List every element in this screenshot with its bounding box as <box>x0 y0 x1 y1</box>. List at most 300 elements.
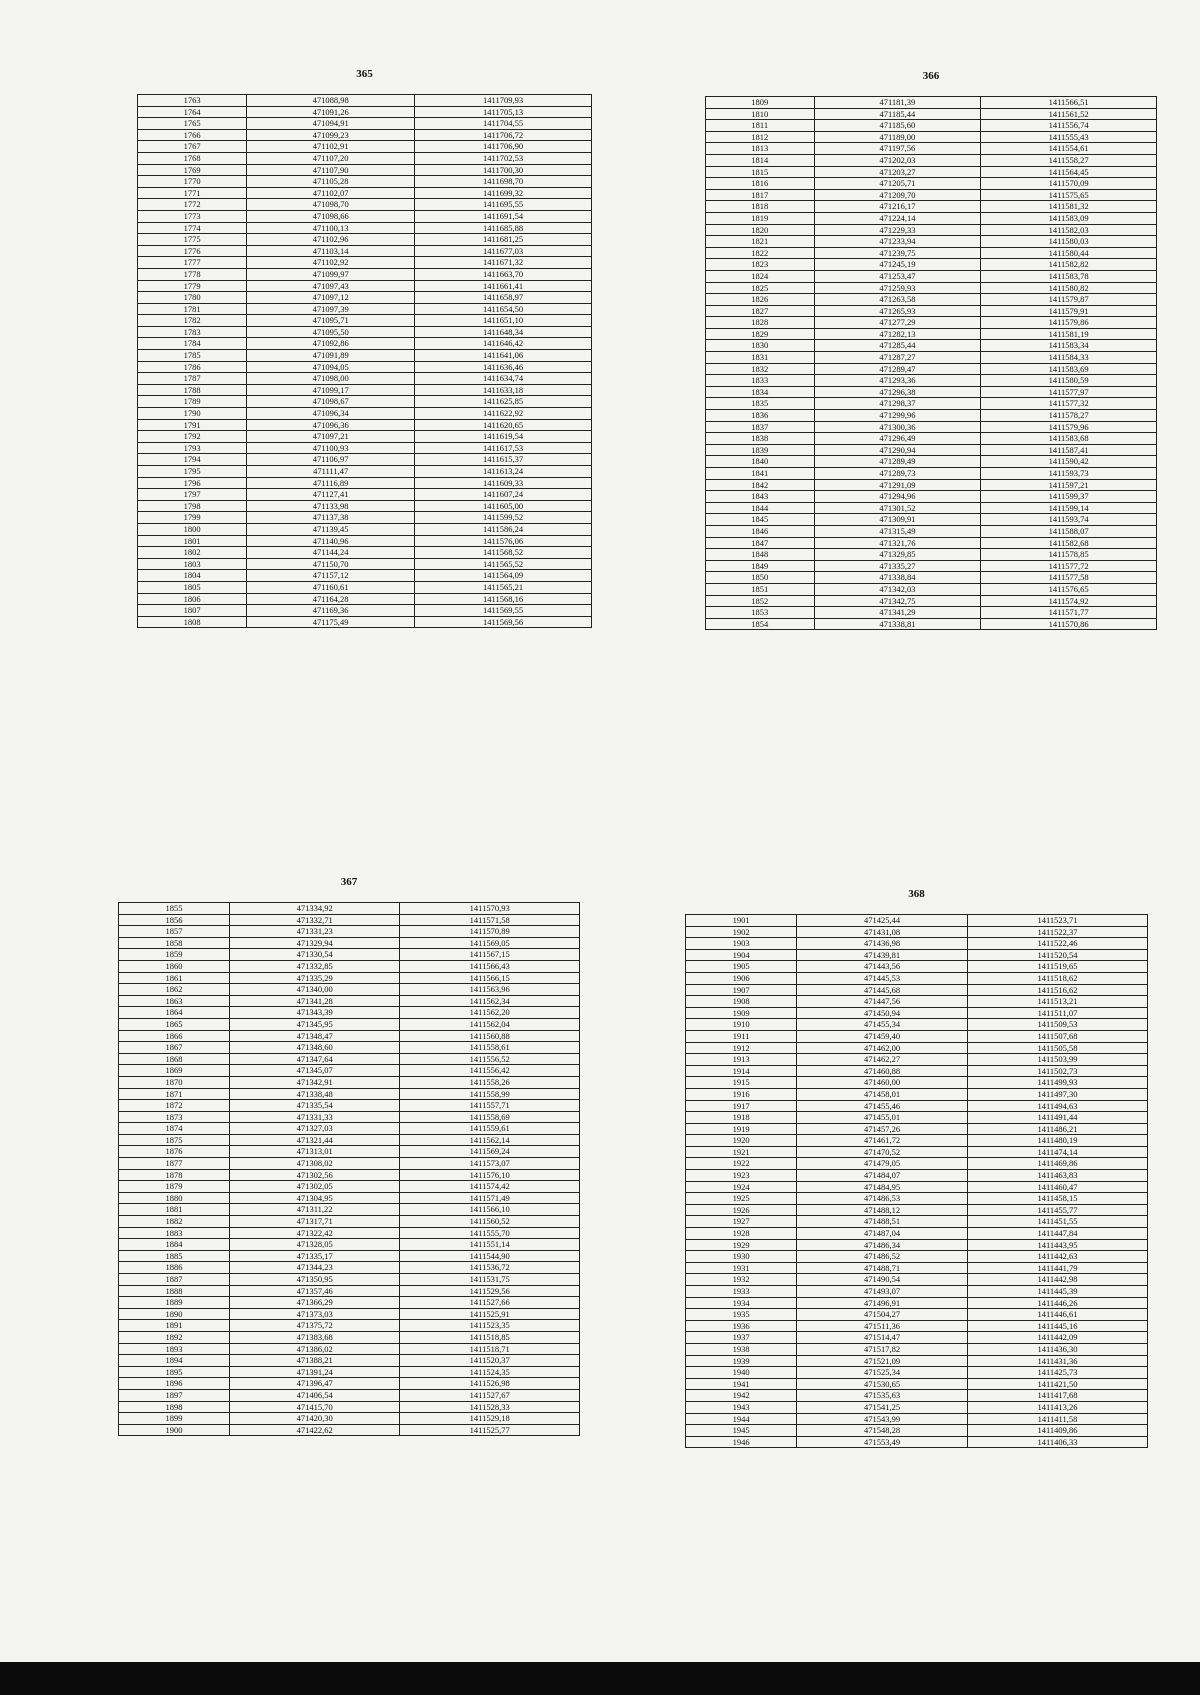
page-number: 368 <box>908 888 925 900</box>
x-coordinate-cell: 471298,37 <box>814 398 981 410</box>
point-number-cell: 1911 <box>686 1030 797 1042</box>
x-coordinate-cell: 471277,29 <box>814 317 981 329</box>
table-row <box>119 1158 580 1170</box>
table-row <box>119 1042 580 1054</box>
x-coordinate-cell: 471096,34 <box>247 408 415 420</box>
point-number-cell: 1858 <box>119 937 230 949</box>
y-coordinate-cell: 1411511,07 <box>967 1007 1147 1019</box>
y-coordinate-cell: 1411502,73 <box>967 1065 1147 1077</box>
y-coordinate-cell: 1411569,24 <box>400 1146 580 1158</box>
table-row <box>119 1250 580 1262</box>
y-coordinate-cell: 1411583,34 <box>981 340 1157 352</box>
point-number-cell: 1893 <box>119 1343 230 1355</box>
y-coordinate-cell: 1411593,73 <box>981 468 1157 480</box>
y-coordinate-cell: 1411609,33 <box>415 477 592 489</box>
point-number-cell: 1816 <box>706 178 815 190</box>
table-row <box>119 1378 580 1390</box>
table-row <box>706 97 1157 109</box>
x-coordinate-cell: 471304,95 <box>229 1192 399 1204</box>
y-coordinate-cell: 1411520,37 <box>400 1355 580 1367</box>
table-row <box>706 328 1157 340</box>
point-number-cell: 1779 <box>138 280 247 292</box>
x-coordinate-cell: 471396,47 <box>229 1378 399 1390</box>
y-coordinate-cell: 1411583,09 <box>981 212 1157 224</box>
x-coordinate-cell: 471102,91 <box>247 141 415 153</box>
point-number-cell: 1900 <box>119 1424 230 1436</box>
y-coordinate-cell: 1411577,58 <box>981 572 1157 584</box>
y-coordinate-cell: 1411573,07 <box>400 1158 580 1170</box>
point-number-cell: 1841 <box>706 468 815 480</box>
table-row <box>706 502 1157 514</box>
table-row <box>706 421 1157 433</box>
y-coordinate-cell: 1411413,26 <box>967 1401 1147 1413</box>
y-coordinate-cell: 1411431,36 <box>967 1355 1147 1367</box>
table-row <box>706 108 1157 120</box>
table-row <box>706 549 1157 561</box>
y-coordinate-cell: 1411568,16 <box>415 593 592 605</box>
page-number: 366 <box>922 70 940 82</box>
x-coordinate-cell: 471289,47 <box>814 363 981 375</box>
table-row <box>138 373 592 385</box>
table-row <box>138 234 592 246</box>
page-367-panel <box>118 874 580 1436</box>
table-row <box>686 1413 1148 1425</box>
point-number-cell: 1819 <box>706 212 815 224</box>
x-coordinate-cell: 471317,71 <box>229 1216 399 1228</box>
x-coordinate-cell: 471388,21 <box>229 1355 399 1367</box>
table-row <box>706 178 1157 190</box>
x-coordinate-cell: 471479,05 <box>797 1158 968 1170</box>
y-coordinate-cell: 1411704,55 <box>415 118 592 130</box>
x-coordinate-cell: 471102,92 <box>247 257 415 269</box>
x-coordinate-cell: 471330,54 <box>229 949 399 961</box>
table-row <box>706 270 1157 282</box>
x-coordinate-cell: 471296,38 <box>814 386 981 398</box>
table-row <box>686 1228 1148 1240</box>
y-coordinate-cell: 1411443,95 <box>967 1239 1147 1251</box>
point-number-cell: 1889 <box>119 1297 230 1309</box>
point-number-cell: 1843 <box>706 491 815 503</box>
point-number-cell: 1906 <box>686 972 797 984</box>
table-row <box>706 479 1157 491</box>
point-number-cell: 1924 <box>686 1181 797 1193</box>
y-coordinate-cell: 1411587,41 <box>981 444 1157 456</box>
x-coordinate-cell: 471098,00 <box>247 373 415 385</box>
table-row <box>706 247 1157 259</box>
point-number-cell: 1802 <box>138 547 247 559</box>
point-number-cell: 1803 <box>138 558 247 570</box>
y-coordinate-cell: 1411571,77 <box>981 607 1157 619</box>
point-number-cell: 1763 <box>138 95 247 107</box>
y-coordinate-cell: 1411567,15 <box>400 949 580 961</box>
y-coordinate-cell: 1411599,14 <box>981 502 1157 514</box>
table-row <box>686 926 1148 938</box>
table-row <box>706 294 1157 306</box>
table-row <box>686 1297 1148 1309</box>
y-coordinate-cell: 1411570,93 <box>400 903 580 915</box>
y-coordinate-cell: 1411582,68 <box>981 537 1157 549</box>
x-coordinate-cell: 471321,44 <box>229 1134 399 1146</box>
table-row <box>706 468 1157 480</box>
point-number-cell: 1773 <box>138 210 247 222</box>
y-coordinate-cell: 1411557,71 <box>400 1100 580 1112</box>
point-number-cell: 1838 <box>706 433 815 445</box>
x-coordinate-cell: 471094,05 <box>247 361 415 373</box>
x-coordinate-cell: 471338,84 <box>814 572 981 584</box>
point-number-cell: 1854 <box>706 618 815 630</box>
point-number-cell: 1896 <box>119 1378 230 1390</box>
table-row <box>706 212 1157 224</box>
x-coordinate-cell: 471289,49 <box>814 456 981 468</box>
x-coordinate-cell: 471302,05 <box>229 1181 399 1193</box>
table-row <box>706 583 1157 595</box>
point-number-cell: 1945 <box>686 1425 797 1437</box>
coordinates-table <box>118 902 580 1436</box>
x-coordinate-cell: 471097,12 <box>247 292 415 304</box>
table-row <box>686 1378 1148 1390</box>
x-coordinate-cell: 471443,56 <box>797 961 968 973</box>
point-number-cell: 1922 <box>686 1158 797 1170</box>
x-coordinate-cell: 471386,02 <box>229 1343 399 1355</box>
y-coordinate-cell: 1411460,47 <box>967 1181 1147 1193</box>
x-coordinate-cell: 471487,04 <box>797 1228 968 1240</box>
y-coordinate-cell: 1411651,10 <box>415 315 592 327</box>
x-coordinate-cell: 471285,44 <box>814 340 981 352</box>
point-number-cell: 1909 <box>686 1007 797 1019</box>
point-number-cell: 1891 <box>119 1320 230 1332</box>
point-number-cell: 1776 <box>138 245 247 257</box>
y-coordinate-cell: 1411560,88 <box>400 1030 580 1042</box>
table-row <box>138 118 592 130</box>
y-coordinate-cell: 1411569,05 <box>400 937 580 949</box>
y-coordinate-cell: 1411436,30 <box>967 1343 1147 1355</box>
x-coordinate-cell: 471521,09 <box>797 1355 968 1367</box>
y-coordinate-cell: 1411577,72 <box>981 560 1157 572</box>
point-number-cell: 1774 <box>138 222 247 234</box>
y-coordinate-cell: 1411551,14 <box>400 1239 580 1251</box>
table-row <box>686 1135 1148 1147</box>
point-number-cell: 1904 <box>686 949 797 961</box>
table-row <box>119 1123 580 1135</box>
x-coordinate-cell: 471102,07 <box>247 187 415 199</box>
x-coordinate-cell: 471329,85 <box>814 549 981 561</box>
table-row <box>138 303 592 315</box>
x-coordinate-cell: 471460,88 <box>797 1065 968 1077</box>
scan-bottom-edge <box>0 1662 1200 1695</box>
x-coordinate-cell: 471164,28 <box>247 593 415 605</box>
point-number-cell: 1784 <box>138 338 247 350</box>
point-number-cell: 1943 <box>686 1401 797 1413</box>
point-number-cell: 1807 <box>138 605 247 617</box>
table-row <box>119 1134 580 1146</box>
point-number-cell: 1899 <box>119 1413 230 1425</box>
y-coordinate-cell: 1411691,54 <box>415 210 592 222</box>
point-number-cell: 1767 <box>138 141 247 153</box>
table-row <box>119 1389 580 1401</box>
x-coordinate-cell: 471263,58 <box>814 294 981 306</box>
y-coordinate-cell: 1411582,82 <box>981 259 1157 271</box>
x-coordinate-cell: 471530,65 <box>797 1378 968 1390</box>
x-coordinate-cell: 471175,49 <box>247 616 415 628</box>
x-coordinate-cell: 471099,97 <box>247 268 415 280</box>
point-number-cell: 1793 <box>138 442 247 454</box>
point-number-cell: 1927 <box>686 1216 797 1228</box>
y-coordinate-cell: 1411583,78 <box>981 270 1157 282</box>
table-row <box>686 1286 1148 1298</box>
point-number-cell: 1824 <box>706 270 815 282</box>
y-coordinate-cell: 1411681,25 <box>415 234 592 246</box>
point-number-cell: 1865 <box>119 1018 230 1030</box>
y-coordinate-cell: 1411565,52 <box>415 558 592 570</box>
table-row <box>706 560 1157 572</box>
table-row <box>686 984 1148 996</box>
table-row <box>686 1100 1148 1112</box>
x-coordinate-cell: 471287,27 <box>814 352 981 364</box>
y-coordinate-cell: 1411505,58 <box>967 1042 1147 1054</box>
y-coordinate-cell: 1411599,37 <box>981 491 1157 503</box>
table-row <box>686 1251 1148 1263</box>
table-row <box>686 915 1148 927</box>
point-number-cell: 1804 <box>138 570 247 582</box>
y-coordinate-cell: 1411409,86 <box>967 1425 1147 1437</box>
y-coordinate-cell: 1411556,42 <box>400 1065 580 1077</box>
x-coordinate-cell: 471300,36 <box>814 421 981 433</box>
x-coordinate-cell: 471185,44 <box>814 108 981 120</box>
x-coordinate-cell: 471455,46 <box>797 1100 968 1112</box>
table-row <box>686 1343 1148 1355</box>
table-row <box>686 1181 1148 1193</box>
x-coordinate-cell: 471493,07 <box>797 1286 968 1298</box>
page-number: 365 <box>356 68 373 80</box>
point-number-cell: 1866 <box>119 1030 230 1042</box>
y-coordinate-cell: 1411570,89 <box>400 926 580 938</box>
point-number-cell: 1765 <box>138 118 247 130</box>
y-coordinate-cell: 1411560,52 <box>400 1216 580 1228</box>
point-number-cell: 1798 <box>138 500 247 512</box>
point-number-cell: 1805 <box>138 581 247 593</box>
x-coordinate-cell: 471091,89 <box>247 350 415 362</box>
x-coordinate-cell: 471332,71 <box>229 914 399 926</box>
x-coordinate-cell: 471098,67 <box>247 396 415 408</box>
y-coordinate-cell: 1411570,86 <box>981 618 1157 630</box>
point-number-cell: 1870 <box>119 1076 230 1088</box>
y-coordinate-cell: 1411658,97 <box>415 292 592 304</box>
point-number-cell: 1835 <box>706 398 815 410</box>
point-number-cell: 1921 <box>686 1146 797 1158</box>
table-row <box>138 106 592 118</box>
x-coordinate-cell: 471343,39 <box>229 1007 399 1019</box>
x-coordinate-cell: 471102,96 <box>247 234 415 246</box>
y-coordinate-cell: 1411570,09 <box>981 178 1157 190</box>
x-coordinate-cell: 471097,39 <box>247 303 415 315</box>
point-number-cell: 1881 <box>119 1204 230 1216</box>
table-row <box>119 972 580 984</box>
table-row <box>706 607 1157 619</box>
x-coordinate-cell: 471373,03 <box>229 1308 399 1320</box>
point-number-cell: 1789 <box>138 396 247 408</box>
table-row <box>119 949 580 961</box>
y-coordinate-cell: 1411575,65 <box>981 189 1157 201</box>
table-row <box>138 535 592 547</box>
point-number-cell: 1930 <box>686 1251 797 1263</box>
y-coordinate-cell: 1411700,30 <box>415 164 592 176</box>
x-coordinate-cell: 471341,29 <box>814 607 981 619</box>
y-coordinate-cell: 1411421,50 <box>967 1378 1147 1390</box>
y-coordinate-cell: 1411518,62 <box>967 972 1147 984</box>
y-coordinate-cell: 1411566,51 <box>981 97 1157 109</box>
table-row <box>138 292 592 304</box>
point-number-cell: 1808 <box>138 616 247 628</box>
x-coordinate-cell: 471203,27 <box>814 166 981 178</box>
y-coordinate-cell: 1411556,74 <box>981 120 1157 132</box>
table-row <box>119 1285 580 1297</box>
y-coordinate-cell: 1411613,24 <box>415 466 592 478</box>
point-number-cell: 1778 <box>138 268 247 280</box>
table-row <box>706 456 1157 468</box>
table-row <box>119 1030 580 1042</box>
x-coordinate-cell: 471096,36 <box>247 419 415 431</box>
x-coordinate-cell: 471169,36 <box>247 605 415 617</box>
table-row <box>138 500 592 512</box>
page-368-panel <box>685 886 1148 1448</box>
table-row <box>138 396 592 408</box>
point-number-cell: 1780 <box>138 292 247 304</box>
point-number-cell: 1849 <box>706 560 815 572</box>
table-row <box>686 949 1148 961</box>
table-row <box>138 268 592 280</box>
table-row <box>706 363 1157 375</box>
point-number-cell: 1877 <box>119 1158 230 1170</box>
point-number-cell: 1888 <box>119 1285 230 1297</box>
point-number-cell: 1787 <box>138 373 247 385</box>
table-row <box>686 1170 1148 1182</box>
y-coordinate-cell: 1411406,33 <box>967 1436 1147 1448</box>
point-number-cell: 1786 <box>138 361 247 373</box>
table-row <box>119 914 580 926</box>
x-coordinate-cell: 471291,09 <box>814 479 981 491</box>
coordinates-table <box>705 96 1157 630</box>
x-coordinate-cell: 471097,43 <box>247 280 415 292</box>
y-coordinate-cell: 1411648,34 <box>415 326 592 338</box>
point-number-cell: 1929 <box>686 1239 797 1251</box>
point-number-cell: 1886 <box>119 1262 230 1274</box>
point-number-cell: 1946 <box>686 1436 797 1448</box>
table-row <box>138 210 592 222</box>
x-coordinate-cell: 471107,90 <box>247 164 415 176</box>
table-row <box>706 317 1157 329</box>
table-row <box>686 1065 1148 1077</box>
y-coordinate-cell: 1411480,19 <box>967 1135 1147 1147</box>
x-coordinate-cell: 471517,82 <box>797 1343 968 1355</box>
y-coordinate-cell: 1411518,71 <box>400 1343 580 1355</box>
x-coordinate-cell: 471144,24 <box>247 547 415 559</box>
table-row <box>686 938 1148 950</box>
point-number-cell: 1770 <box>138 176 247 188</box>
x-coordinate-cell: 471088,98 <box>247 95 415 107</box>
y-coordinate-cell: 1411544,90 <box>400 1250 580 1262</box>
y-coordinate-cell: 1411562,04 <box>400 1018 580 1030</box>
point-number-cell: 1844 <box>706 502 815 514</box>
point-number-cell: 1768 <box>138 152 247 164</box>
y-coordinate-cell: 1411417,68 <box>967 1390 1147 1402</box>
x-coordinate-cell: 471133,98 <box>247 500 415 512</box>
x-coordinate-cell: 471535,63 <box>797 1390 968 1402</box>
table-row <box>138 176 592 188</box>
point-number-cell: 1874 <box>119 1123 230 1135</box>
x-coordinate-cell: 471205,71 <box>814 178 981 190</box>
y-coordinate-cell: 1411525,77 <box>400 1424 580 1436</box>
y-coordinate-cell: 1411425,73 <box>967 1367 1147 1379</box>
x-coordinate-cell: 471422,62 <box>229 1424 399 1436</box>
x-coordinate-cell: 471302,56 <box>229 1169 399 1181</box>
point-number-cell: 1781 <box>138 303 247 315</box>
y-coordinate-cell: 1411581,32 <box>981 201 1157 213</box>
x-coordinate-cell: 471332,85 <box>229 960 399 972</box>
x-coordinate-cell: 471342,91 <box>229 1076 399 1088</box>
table-row <box>686 1088 1148 1100</box>
table-row <box>138 616 592 628</box>
point-number-cell: 1918 <box>686 1112 797 1124</box>
x-coordinate-cell: 471322,42 <box>229 1227 399 1239</box>
table-row <box>706 236 1157 248</box>
table-row <box>706 398 1157 410</box>
point-number-cell: 1796 <box>138 477 247 489</box>
point-number-cell: 1840 <box>706 456 815 468</box>
point-number-cell: 1775 <box>138 234 247 246</box>
y-coordinate-cell: 1411562,14 <box>400 1134 580 1146</box>
point-number-cell: 1855 <box>119 903 230 915</box>
y-coordinate-cell: 1411442,63 <box>967 1251 1147 1263</box>
point-number-cell: 1925 <box>686 1193 797 1205</box>
y-coordinate-cell: 1411625,85 <box>415 396 592 408</box>
point-number-cell: 1847 <box>706 537 815 549</box>
y-coordinate-cell: 1411566,10 <box>400 1204 580 1216</box>
point-number-cell: 1878 <box>119 1169 230 1181</box>
x-coordinate-cell: 471541,25 <box>797 1401 968 1413</box>
y-coordinate-cell: 1411599,52 <box>415 512 592 524</box>
table-row <box>686 1042 1148 1054</box>
table-row <box>686 1019 1148 1031</box>
point-number-cell: 1828 <box>706 317 815 329</box>
point-number-cell: 1879 <box>119 1181 230 1193</box>
table-row <box>138 605 592 617</box>
point-number-cell: 1868 <box>119 1053 230 1065</box>
point-number-cell: 1788 <box>138 384 247 396</box>
x-coordinate-cell: 471431,08 <box>797 926 968 938</box>
table-row <box>119 960 580 972</box>
x-coordinate-cell: 471321,76 <box>814 537 981 549</box>
y-coordinate-cell: 1411622,92 <box>415 408 592 420</box>
point-number-cell: 1851 <box>706 583 815 595</box>
point-number-cell: 1873 <box>119 1111 230 1123</box>
x-coordinate-cell: 471511,36 <box>797 1320 968 1332</box>
table-row <box>138 338 592 350</box>
point-number-cell: 1917 <box>686 1100 797 1112</box>
x-coordinate-cell: 471229,33 <box>814 224 981 236</box>
point-number-cell: 1920 <box>686 1135 797 1147</box>
table-row <box>686 1332 1148 1344</box>
table-row <box>686 1355 1148 1367</box>
table-row <box>706 154 1157 166</box>
table-row <box>686 1204 1148 1216</box>
table-row <box>706 514 1157 526</box>
table-row <box>706 572 1157 584</box>
x-coordinate-cell: 471348,47 <box>229 1030 399 1042</box>
point-number-cell: 1800 <box>138 523 247 535</box>
table-row <box>119 1308 580 1320</box>
y-coordinate-cell: 1411571,58 <box>400 914 580 926</box>
x-coordinate-cell: 471107,20 <box>247 152 415 164</box>
